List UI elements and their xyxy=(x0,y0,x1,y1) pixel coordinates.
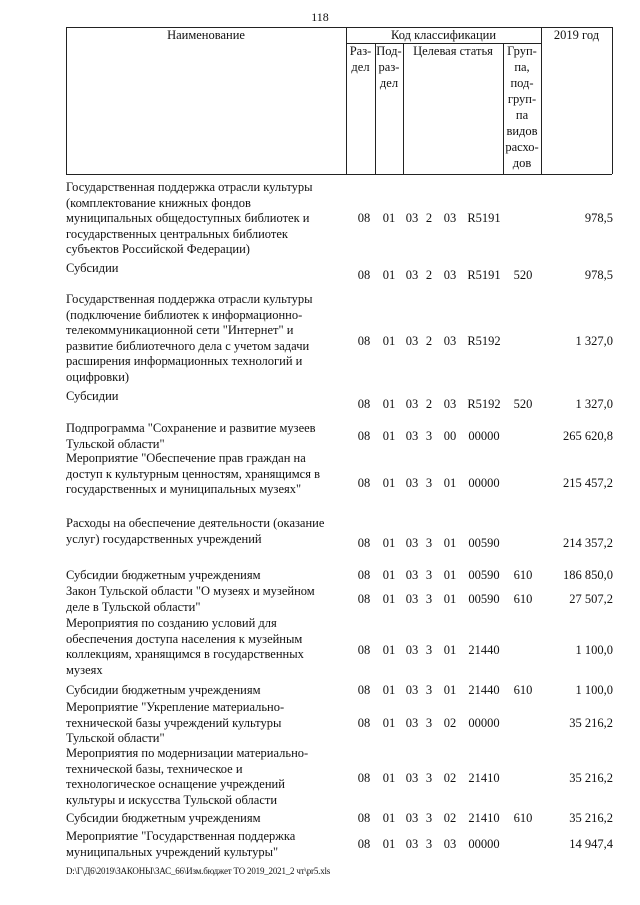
cell-s1: 03 xyxy=(405,592,419,606)
cell-podrazdel: 01 xyxy=(382,429,396,443)
row-name: Государственная поддержка отрасли культуры (подключение библиотек к информационно- телекоммуникационной сети "Интернет" и развитие библиотечного дела с учетом задачи расширения информационных технологий и оцифровки) xyxy=(66,292,313,384)
cell-s4: R5192 xyxy=(467,397,501,411)
header-name: Наименование xyxy=(167,28,245,42)
cell-s1: 03 xyxy=(405,683,419,697)
header-code-group: Код классификации xyxy=(390,28,497,42)
cell-s4: 00000 xyxy=(468,716,500,730)
cell-s2: 3 xyxy=(425,429,433,443)
cell-s1: 03 xyxy=(405,643,419,657)
cell-razdel: 08 xyxy=(357,837,371,851)
cell-podrazdel: 01 xyxy=(382,268,396,282)
cell-vid: 610 xyxy=(513,811,533,825)
cell-s2: 3 xyxy=(425,568,433,582)
cell-s2: 3 xyxy=(425,536,433,550)
row-name: Расходы на обеспечение деятельности (оказание услуг) государственных учреждений xyxy=(66,516,325,546)
header-target: Целевая статья xyxy=(413,44,493,58)
header-year: 2019 год xyxy=(553,28,600,42)
cell-vid: 610 xyxy=(513,683,533,697)
cell-podrazdel: 01 xyxy=(382,771,396,785)
row-name: Закон Тульской области "О музеях и музейном деле в Тульской области" xyxy=(66,584,315,614)
cell-s2: 3 xyxy=(425,811,433,825)
page-number: 118 xyxy=(311,10,329,24)
cell-s3: 01 xyxy=(443,683,457,697)
cell-s1: 03 xyxy=(405,211,419,225)
row-name: Субсидии бюджетным учреждениям xyxy=(66,811,261,825)
cell-s2: 3 xyxy=(425,683,433,697)
cell-s1: 03 xyxy=(405,811,419,825)
row-name: Субсидии xyxy=(66,261,119,275)
row-name: Субсидии бюджетным учреждениям xyxy=(66,683,261,697)
cell-razdel: 08 xyxy=(357,592,371,606)
cell-s3: 02 xyxy=(443,771,457,785)
cell-s3: 01 xyxy=(443,643,457,657)
cell-s3: 02 xyxy=(443,716,457,730)
cell-podrazdel: 01 xyxy=(382,397,396,411)
cell-razdel: 08 xyxy=(357,716,371,730)
cell-amount: 214 357,2 xyxy=(563,536,613,550)
cell-vid: 610 xyxy=(513,568,533,582)
cell-s2: 3 xyxy=(425,592,433,606)
cell-razdel: 08 xyxy=(357,643,371,657)
cell-amount: 1 100,0 xyxy=(575,643,613,657)
cell-s4: 21440 xyxy=(468,683,500,697)
row-name: Государственная поддержка отрасли культуры (комплектование книжных фондов муниципальных общедоступных библиотек и государственных центральных библиотек субъектов Российской Федерации) xyxy=(66,180,313,256)
cell-s2: 3 xyxy=(425,837,433,851)
cell-s4: 00000 xyxy=(468,837,500,851)
row-name: Мероприятия по модернизации материально- технической базы, техническое и технологическое оснащение учреждений культуры и искусства Тульской области xyxy=(66,746,309,807)
cell-amount: 35 216,2 xyxy=(569,716,613,730)
cell-s1: 03 xyxy=(405,771,419,785)
row-name: Субсидии бюджетным учреждениям xyxy=(66,568,261,582)
cell-amount: 14 947,4 xyxy=(569,837,613,851)
cell-amount: 27 507,2 xyxy=(569,592,613,606)
header-vid: Груп- па, под- груп- па видов расхо- дов xyxy=(505,44,539,170)
cell-s2: 2 xyxy=(425,268,433,282)
cell-s2: 3 xyxy=(425,716,433,730)
cell-podrazdel: 01 xyxy=(382,811,396,825)
cell-s4: 21410 xyxy=(468,811,500,825)
cell-razdel: 08 xyxy=(357,771,371,785)
cell-podrazdel: 01 xyxy=(382,536,396,550)
cell-s3: 03 xyxy=(443,837,457,851)
header-razdel: Раз- дел xyxy=(349,44,372,74)
cell-amount: 35 216,2 xyxy=(569,811,613,825)
cell-podrazdel: 01 xyxy=(382,568,396,582)
row-name: Подпрограмма "Сохранение и развитие музеев Тульской области" xyxy=(66,421,316,451)
cell-s3: 01 xyxy=(443,536,457,550)
cell-podrazdel: 01 xyxy=(382,683,396,697)
cell-s4: R5192 xyxy=(467,334,501,348)
cell-s2: 2 xyxy=(425,397,433,411)
cell-razdel: 08 xyxy=(357,476,371,490)
cell-amount: 978,5 xyxy=(584,268,613,282)
row-name: Мероприятие "Государственная поддержка муниципальных учреждений культуры" xyxy=(66,829,296,859)
cell-s4: 00590 xyxy=(468,592,500,606)
cell-s2: 2 xyxy=(425,334,433,348)
cell-razdel: 08 xyxy=(357,397,371,411)
cell-s4: 00000 xyxy=(468,429,500,443)
cell-amount: 978,5 xyxy=(584,211,613,225)
cell-s1: 03 xyxy=(405,536,419,550)
cell-s1: 03 xyxy=(405,334,419,348)
cell-s1: 03 xyxy=(405,476,419,490)
cell-amount: 265 620,8 xyxy=(563,429,613,443)
row-name: Мероприятия по созданию условий для обеспечения доступа населения к музейным коллекциям, хранящимся в государственных музеях xyxy=(66,616,304,677)
cell-amount: 1 327,0 xyxy=(575,334,613,348)
cell-razdel: 08 xyxy=(357,811,371,825)
cell-razdel: 08 xyxy=(357,334,371,348)
row-name: Субсидии xyxy=(66,389,119,403)
cell-vid: 520 xyxy=(513,397,533,411)
cell-vid: 520 xyxy=(513,268,533,282)
cell-s1: 03 xyxy=(405,268,419,282)
cell-podrazdel: 01 xyxy=(382,716,396,730)
cell-podrazdel: 01 xyxy=(382,476,396,490)
cell-razdel: 08 xyxy=(357,536,371,550)
cell-razdel: 08 xyxy=(357,683,371,697)
row-name: Мероприятие "Укрепление материально- технической базы учреждений культуры Тульской области" xyxy=(66,700,285,745)
cell-s2: 3 xyxy=(425,771,433,785)
cell-s3: 03 xyxy=(443,397,457,411)
cell-s2: 3 xyxy=(425,643,433,657)
cell-s1: 03 xyxy=(405,837,419,851)
cell-s3: 00 xyxy=(443,429,457,443)
cell-razdel: 08 xyxy=(357,211,371,225)
cell-s4: 00590 xyxy=(468,568,500,582)
cell-s4: 21410 xyxy=(468,771,500,785)
cell-s4: 00000 xyxy=(468,476,500,490)
cell-podrazdel: 01 xyxy=(382,837,396,851)
cell-s3: 02 xyxy=(443,811,457,825)
cell-podrazdel: 01 xyxy=(382,592,396,606)
cell-s4: 21440 xyxy=(468,643,500,657)
cell-s3: 03 xyxy=(443,334,457,348)
cell-s4: R5191 xyxy=(467,211,501,225)
cell-s1: 03 xyxy=(405,429,419,443)
cell-s1: 03 xyxy=(405,716,419,730)
cell-s2: 3 xyxy=(425,476,433,490)
cell-razdel: 08 xyxy=(357,268,371,282)
cell-razdel: 08 xyxy=(357,429,371,443)
cell-s3: 01 xyxy=(443,476,457,490)
cell-podrazdel: 01 xyxy=(382,643,396,657)
header-podrazdel: Под- раз- дел xyxy=(376,44,402,90)
cell-s3: 03 xyxy=(443,211,457,225)
cell-s3: 01 xyxy=(443,568,457,582)
cell-podrazdel: 01 xyxy=(382,211,396,225)
cell-amount: 186 850,0 xyxy=(563,568,613,582)
cell-amount: 1 327,0 xyxy=(575,397,613,411)
row-name: Мероприятие "Обеспечение прав граждан на доступ к культурным ценностям, хранящимся в государственных и муниципальных музеях" xyxy=(66,451,320,496)
cell-amount: 215 457,2 xyxy=(563,476,613,490)
cell-razdel: 08 xyxy=(357,568,371,582)
cell-s4: 00590 xyxy=(468,536,500,550)
cell-podrazdel: 01 xyxy=(382,334,396,348)
cell-s1: 03 xyxy=(405,397,419,411)
cell-s4: R5191 xyxy=(467,268,501,282)
cell-amount: 35 216,2 xyxy=(569,771,613,785)
cell-s2: 2 xyxy=(425,211,433,225)
cell-s1: 03 xyxy=(405,568,419,582)
cell-s3: 01 xyxy=(443,592,457,606)
cell-vid: 610 xyxy=(513,592,533,606)
file-path-footer: D:\Г\Д6\2019\ЗАКОНЫ\ЗАС_66\Изм.бюджет ТО 2019_2021_2 чт\pr5.xls xyxy=(66,866,331,876)
cell-s3: 03 xyxy=(443,268,457,282)
cell-amount: 1 100,0 xyxy=(575,683,613,697)
